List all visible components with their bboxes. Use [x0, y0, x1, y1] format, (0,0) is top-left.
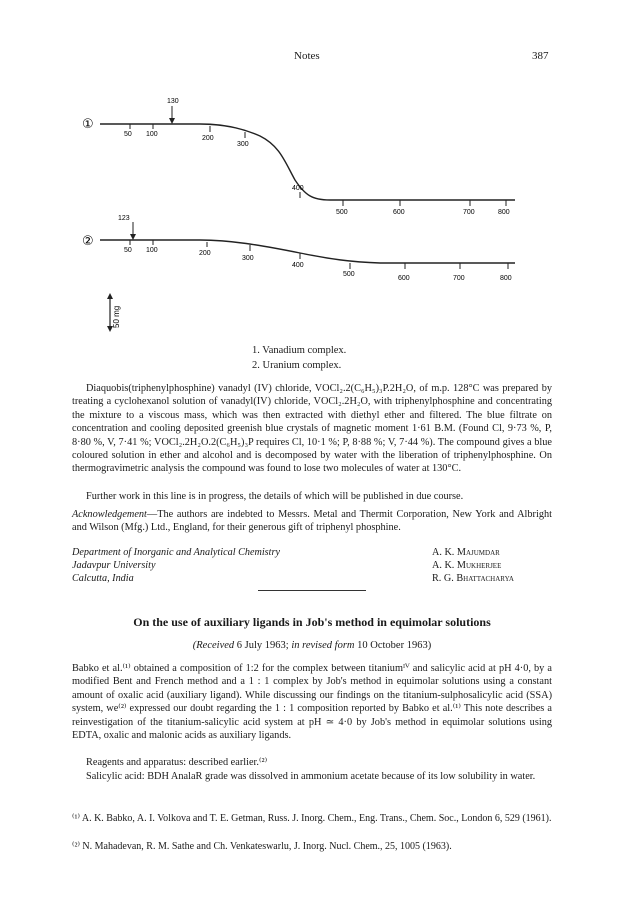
separator-rule — [258, 590, 366, 591]
author-3: R. G. Bhattacharya — [432, 573, 514, 584]
curve1-tick-700: 700 — [463, 209, 475, 216]
scale-label: 50 mg — [112, 305, 121, 328]
reference-2: ⁽²⁾ N. Mahadevan, R. M. Sathe and Ch. Venkateswarlu, J. Inorg. Nucl. Chem., 25, 1005 (1963). — [72, 841, 452, 852]
curve1-trace — [100, 124, 515, 200]
curve2-arrow-label: 123 — [118, 215, 130, 222]
article-paragraph-3: Salicylic acid: BDH AnalaR grade was dissolved in ammonium acetate because of its low solubility in water. — [86, 771, 536, 782]
article-paragraph-1: Babko et al.⁽¹⁾ obtained a composition of 1:2 for the complex between titaniumᴵⱽ and salicylic acid at pH 4·0, by a modified Bent and French method and a 1 : 1 complex by Job's method in equimolar solutions using a constant amount of oxalic acid (auxiliary ligand). While discussing our findings on the titanium-sulphosalicylic acid (SSA) system, we⁽²⁾ expressed our doubt regarding the 1 : 1 composition reported by Babko et al.⁽¹⁾ This note describes a reinvestigation of the titanium-salicylic acid system at pH ≃ 4·0 by Job's method in equimolar solutions using EDTA, oxalic and malonic acids as auxiliary ligands. — [72, 663, 552, 742]
curve2-tick-400: 400 — [292, 262, 304, 269]
caption-1: 1. Vanadium complex. — [252, 345, 347, 356]
tga-figure — [0, 80, 624, 370]
curve1-ticks — [124, 124, 510, 216]
curve1-tick-800: 800 — [498, 209, 510, 216]
curve2-tick-100: 100 — [146, 247, 158, 254]
curve1-tick-600: 600 — [393, 209, 405, 216]
affiliation-city: Calcutta, India — [72, 573, 134, 584]
curve1-marker: ① — [82, 116, 94, 131]
curve1-tick-500: 500 — [336, 209, 348, 216]
affiliation-univ: Jadavpur University — [72, 560, 156, 571]
scale-bar — [107, 293, 121, 332]
curve2-tick-500: 500 — [343, 271, 355, 278]
body-paragraph-1: Diaquobis(triphenylphosphine) vanadyl (IV) chloride, VOCl₂.2(C₆H₅)₃P.2H₂O, of m.p. 128°C was prepared by treating a cyclohexanol solution of vanadyl(IV) chloride, VOCl₂.2H₂O, with triphenylphosphine and concentrating the mixture to a viscous mass, which was then extracted with diethyl ether and filtered. The blue filtrate on concentration and cooling deposited greenish blue crystals of magnetic moment 1·61 B.M. (Found Cl, 9·73 %, P, 8·80 %, V, 7·41 %; VOCl₂.2H₂O.2(C₆H₅)₃P requires Cl, 10·1 %; P, 8·88 %; V, 7·44 %). The compound gives a blue coloured solution in ether and alcohol and is decomposed by water with the liberation of triphenylphosphine. On thermogravimetric analysis the compound was found to lose two molecules of water at 130°C. — [72, 383, 552, 475]
curve2-tick-800: 800 — [500, 275, 512, 282]
reference-1: ⁽¹⁾ A. K. Babko, A. I. Volkova and T. E. Getman, Russ. J. Inorg. Chem., Eng. Trans., Chem. Soc., London 6, 529 (1961). — [72, 813, 552, 824]
body-paragraph-2: Further work in this line is in progress, the details of which will be published in due course. — [86, 491, 464, 502]
curve1-arrow-label: 130 — [167, 98, 179, 105]
running-header: Notes — [294, 50, 320, 62]
acknowledgement — [72, 508, 552, 535]
curve2-trace — [100, 240, 515, 263]
curve2-tick-700: 700 — [453, 275, 465, 282]
page-number: 387 — [532, 50, 549, 62]
article-title: On the use of auxiliary ligands in Job's method in equimolar solutions — [133, 615, 491, 629]
curve1-tick-50: 50 — [124, 131, 132, 138]
curve2-tick-200: 200 — [199, 250, 211, 257]
curve1-tick-200: 200 — [202, 135, 214, 142]
article-paragraph-2: Reagents and apparatus: described earlier.⁽²⁾ — [86, 757, 268, 768]
received-prefix: (Received — [192, 640, 235, 651]
received-date: 6 July 1963; — [236, 640, 289, 651]
curve2-tick-600: 600 — [398, 275, 410, 282]
curve1-tick-300: 300 — [237, 141, 249, 148]
ack-label: Acknowledgement — [72, 509, 147, 520]
affiliation-dept: Department of Inorganic and Analytical Chemistry — [72, 547, 280, 558]
author-1: A. K. Majumdar — [432, 547, 500, 558]
curve2-ticks — [124, 240, 512, 282]
curve2-marker: ② — [82, 233, 94, 248]
caption-2: 2. Uranium complex. — [252, 360, 342, 371]
revised-prefix: in revised form — [291, 640, 355, 651]
curve2-tick-300: 300 — [242, 255, 254, 262]
curve2-tick-50: 50 — [124, 247, 132, 254]
received-line — [72, 640, 552, 651]
curve1-tick-400: 400 — [292, 185, 304, 192]
author-2: A. K. Mukherjee — [432, 560, 502, 571]
revised-date: 10 October 1963) — [357, 640, 432, 651]
ack-text: —The authors are indebted to Messrs. Metal and Thermit Corporation, New York and Albright and Wilson (Mfg.) Ltd., England, for their generous gift of triphenyl phosphine. — [72, 509, 552, 534]
curve1-tick-100: 100 — [146, 131, 158, 138]
